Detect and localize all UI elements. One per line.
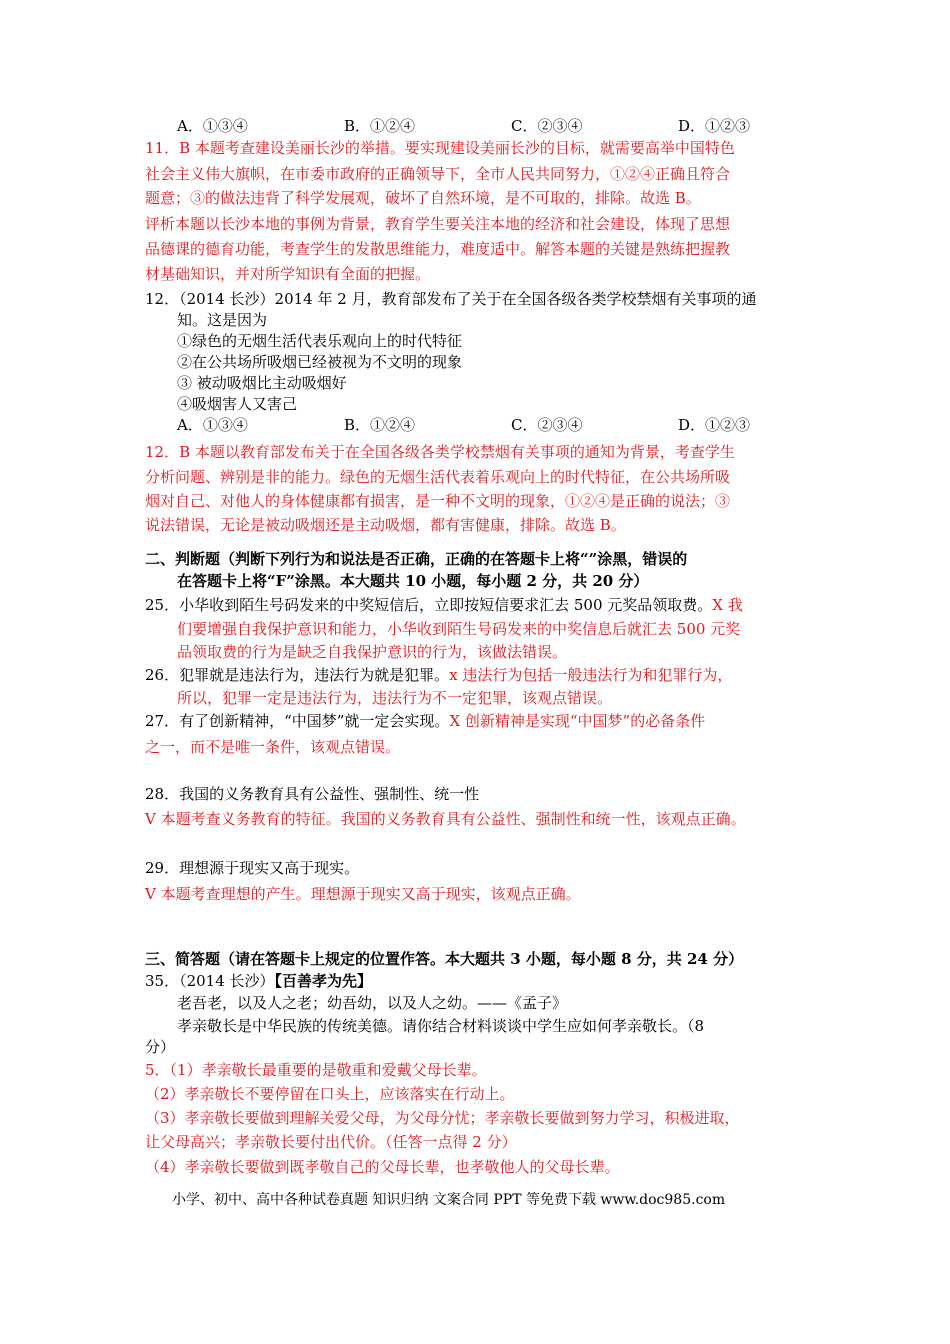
q28-answer: V 本题考查义务教育的特征。我国的义务教育具有公益性、强制性和统一性，该观点正确。: [145, 810, 746, 828]
answer-11-line: 社会主义伟大旗帜，在市委市政府的正确领导下，全市人民共同努力，①②④正确且符合: [145, 165, 731, 183]
q35-title: 【百善孝为先】: [274, 972, 373, 990]
q27-line: [145, 714, 705, 729]
option-a: A．①③④: [177, 416, 248, 434]
answer-35-line: （2）孝亲敬长不要停留在口头上，应该落实在行动上。: [145, 1085, 515, 1103]
answer-11-eval: 评析本题以长沙本地的事例为背景，教育学生要关注本地的经济和社会建设，体现了思想: [145, 215, 731, 233]
answer-11-line: 11．B 本题考查建设美丽长沙的举措。要实现建设美丽长沙的目标，就需要高举中国特色: [145, 139, 735, 157]
answer-35-line: （4）孝亲敬长要做到既孝敬自己的父母长辈，也孝敬他人的父母长辈。: [145, 1158, 620, 1176]
q25-answer: X 我: [712, 596, 743, 614]
q25-question: 25．小华收到陌生号码发来的中奖短信后，立即按短信要求汇去 500 元奖品领取费。: [145, 596, 713, 614]
q26-answer: x 违法行为包括一般违法行为和犯罪行为，: [449, 666, 733, 684]
answer-12-line: 12．B 本题以教育部发布关于在全国各级各类学校禁烟有关事项的通知为背景，考查学生: [145, 443, 735, 461]
q12-item: ③ 被动吸烟比主动吸烟好: [177, 374, 347, 392]
q29-question: 29．理想源于现实又高于现实。: [145, 859, 360, 877]
q26-line: [145, 668, 732, 683]
answer-35-line: （3）孝亲敬长要做到理解关爱父母，为父母分忧；孝亲敬长要做到努力学习，积极进取，: [145, 1109, 740, 1127]
q25-line: [145, 598, 743, 613]
option-d: D．①②③: [678, 416, 751, 434]
answer-35-line: 5．（1）孝亲敬长最重要的是敬重和爱戴父母长辈。: [145, 1061, 487, 1079]
q12-item: ①绿色的无烟生活代表乐观向上的时代特征: [177, 332, 463, 350]
answer-12-line: 说法错误，无论是被动吸烟还是主动吸烟，都有害健康，排除。故选 B。: [145, 516, 626, 534]
q12-stem: 12．（2014 长沙）2014 年 2 月，教育部发布了关于在全国各级各类学校禁烟有关事项的通: [145, 290, 757, 308]
q35-prompt: 分）: [145, 1038, 176, 1056]
q25-answer: 品领取费的行为是缺乏自我保护意识的行为，该做法错误。: [177, 643, 568, 661]
q35-header: [145, 974, 372, 989]
q35-quote: 老吾老，以及人之老；幼吾幼，以及人之幼。——《孟子》: [177, 994, 568, 1012]
answer-35-line: 让父母高兴；孝亲敬长要付出代价。（任答一点得 2 分）: [145, 1133, 517, 1151]
section-3-heading: 三、简答题（请在答题卡上规定的位置作答。本大题共 3 小题，每小题 8 分，共 24 分）: [145, 950, 744, 968]
answer-11-line: 题意；③的做法违背了科学发展观，破坏了自然环境，是不可取的，排除。故选 B。: [145, 189, 701, 207]
q26-answer: 所以，犯罪一定是违法行为，违法行为不一定犯罪，该观点错误。: [177, 689, 613, 707]
q27-question: 27．有了创新精神，“中国梦”就一定会实现。: [145, 712, 450, 730]
q35-number: 35．（2014 长沙）: [145, 972, 275, 990]
answer-11-eval: 材基础知识，并对所学知识有全面的把握。: [145, 265, 431, 283]
q29-answer: V 本题考查理想的产生。理想源于现实又高于现实，该观点正确。: [145, 885, 581, 903]
q12-stem: 知。这是因为: [177, 311, 268, 329]
q35-prompt: 孝亲敬长是中华民族的传统美德。请你结合材料谈谈中学生应如何孝亲敬长。（8: [177, 1017, 705, 1035]
option-c: C．②③④: [511, 117, 583, 135]
answer-12-line: 烟对自己、对他人的身体健康都有损害，是一种不文明的现象，①②④是正确的说法；③: [145, 492, 731, 510]
q26-question: 26．犯罪就是违法行为，违法行为就是犯罪。: [145, 666, 450, 684]
option-d: D．①②③: [678, 117, 751, 135]
answer-11-eval: 品德课的德育功能，考查学生的发散思维能力，难度适中。解答本题的关键是熟练把握教: [145, 240, 731, 258]
q25-answer: 们要增强自我保护意识和能力，小华收到陌生号码发来的中奖信息后就汇去 500 元奖: [177, 620, 741, 638]
section-2-heading: 在答题卡上将“F”涂黑。本大题共 10 小题，每小题 2 分，共 20 分）: [177, 572, 649, 590]
option-b: B．①②④: [344, 117, 416, 135]
page-footer: 小学、初中、高中各种试卷真题 知识归纳 文案合同 PPT 等免费下载 www.doc985.com: [172, 1192, 726, 1208]
q12-options: [177, 418, 845, 433]
q28-question: 28．我国的义务教育具有公益性、强制性、统一性: [145, 785, 480, 803]
option-c: C．②③④: [511, 416, 583, 434]
q27-answer: X 创新精神是实现“中国梦”的必备条件: [449, 712, 706, 730]
answer-12-line: 分析问题、辨别是非的能力。绿色的无烟生活代表着乐观向上的时代特征，在公共场所吸: [145, 468, 731, 486]
option-a: A．①③④: [177, 117, 248, 135]
option-b: B．①②④: [344, 416, 416, 434]
q12-item: ②在公共场所吸烟已经被视为不文明的现象: [177, 353, 463, 371]
q12-item: ④吸烟害人又害己: [177, 395, 298, 413]
q10-options: [177, 119, 845, 134]
section-2-heading: 二、判断题（判断下列行为和说法是否正确，正确的在答题卡上将“”涂黑，错误的: [145, 550, 688, 568]
q27-answer: 之一，而不是唯一条件，该观点错误。: [145, 738, 401, 756]
